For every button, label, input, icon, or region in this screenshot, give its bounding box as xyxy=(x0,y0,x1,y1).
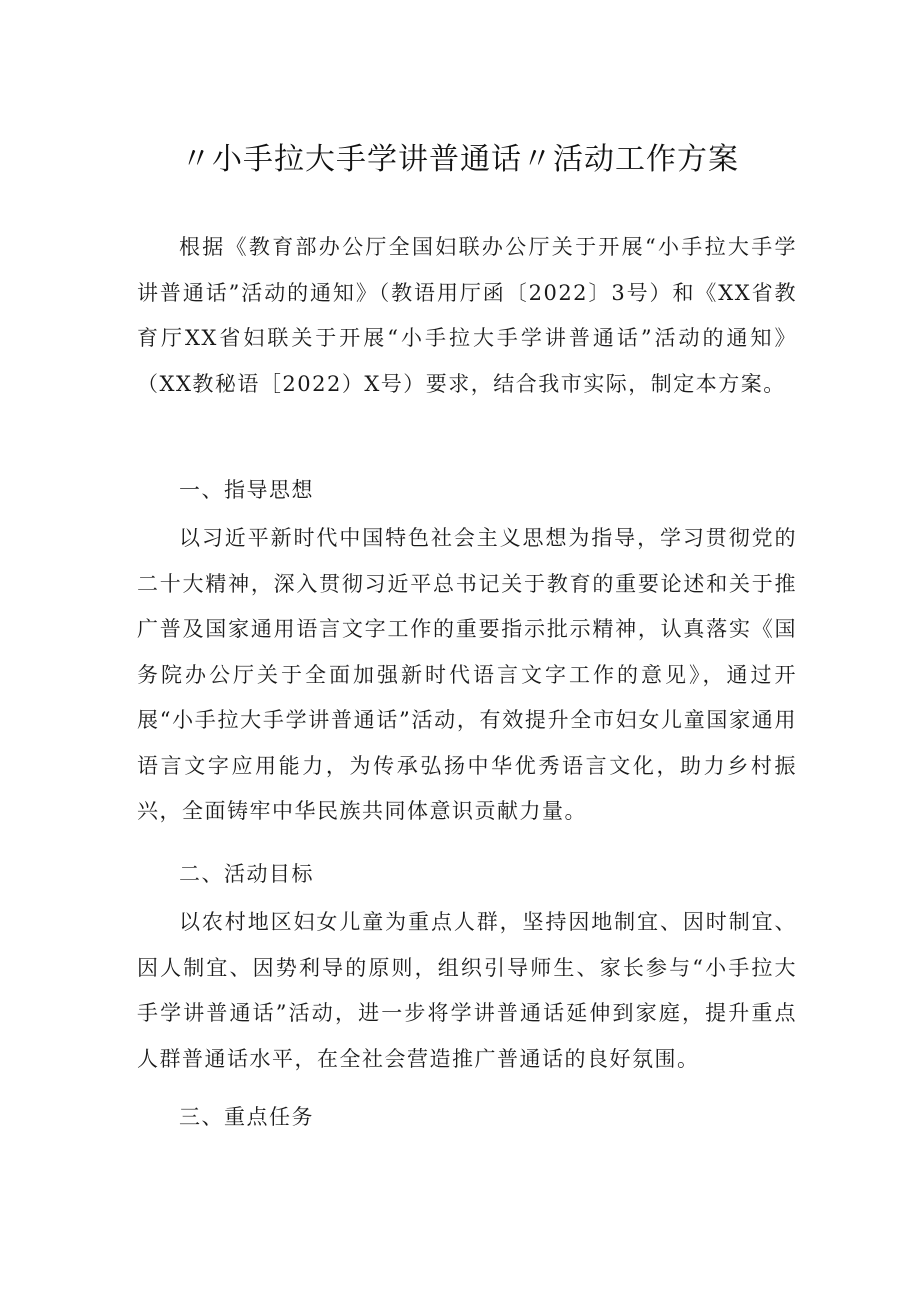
intro-paragraph: 根据《教育部办公厅全国妇联办公厅关于开展“小手拉大手学讲普通话”活动的通知》（教语用厅函〔2022〕3号）和《XX省教育厅XX省妇联关于开展“小手拉大手学讲普通话”活动的通知》（XX教秘语［2022）X号）要求，结合我市实际，制定本方案。 xyxy=(137,235,797,396)
section-heading-activity-goals: 二、活动目标 xyxy=(179,862,314,886)
section-heading-key-tasks: 三、重点任务 xyxy=(179,1105,314,1129)
document-title: 〃小手拉大手学讲普通话〃活动工作方案 xyxy=(181,142,739,177)
section-heading-guiding-ideology: 一、指导思想 xyxy=(179,478,314,502)
section-paragraph-guiding-ideology: 以习近平新时代中国特色社会主义思想为指导，学习贯彻党的二十大精神，深入贯彻习近平总书记关于教育的重要论述和关于推广普及国家通用语言文字工作的重要指示批示精神，认真落实《国务院办公厅关于全面加强新时代语言文字工作的意见》，通过开展“小手拉大手学讲普通话”活动，有效提升全市妇女儿童国家通用语言文字应用能力，为传承弘扬中华优秀语言文化，助力乡村振兴，全面铸牢中华民族共同体意识贡献力量。 xyxy=(137,526,797,823)
section-paragraph-activity-goals: 以农村地区妇女儿童为重点人群，坚持因地制宜、因时制宜、因人制宜、因势利导的原则，组织引导师生、家长参与“小手拉大手学讲普通话”活动，进一步将学讲普通话延伸到家庭，提升重点人群普通话水平，在全社会营造推广普通话的良好氛围。 xyxy=(137,910,797,1071)
